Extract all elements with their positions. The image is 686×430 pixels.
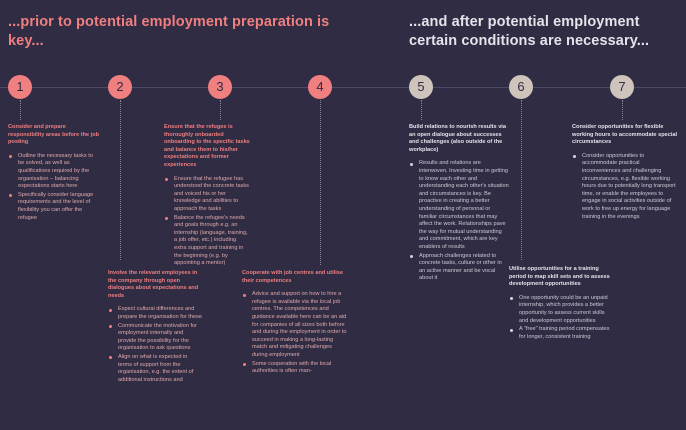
step-6-list bbox=[509, 295, 613, 342]
step-3-title: Ensure that the refugee is thoroughly onboarded onboarding to the specific tasks and balance them to his/her expectations and former experiences bbox=[164, 124, 250, 168]
step-7-block bbox=[572, 124, 678, 222]
step-1-block bbox=[8, 124, 100, 223]
step-7-title: Consider opportunities for flexible working hours to accommodate special circumstances bbox=[572, 124, 678, 146]
step-6-block bbox=[509, 266, 613, 342]
connector-1 bbox=[20, 100, 21, 120]
step-3-list bbox=[164, 176, 250, 268]
list-item: Specifically consider language requirements and the level of flexibility you can offer the refugee bbox=[8, 192, 100, 222]
list-item: Outline the necessary tasks to be solved, as well as qualifications required by the organisation – balancing expectations starts here bbox=[8, 153, 100, 191]
step-5-circle: 5 bbox=[409, 75, 433, 99]
timeline-line bbox=[0, 87, 686, 88]
list-item: Approach challenges related to concrete tasks, culture or other in an active manner and be vocal about it bbox=[409, 253, 509, 283]
step-7-list bbox=[572, 153, 678, 221]
connector-5 bbox=[421, 100, 422, 120]
step-1-title: Consider and prepare responsibility areas before the job posting bbox=[8, 124, 100, 146]
connector-3 bbox=[220, 100, 221, 120]
list-item: Expect cultural differences and prepare the organisation for these bbox=[108, 306, 202, 321]
step-2-circle: 2 bbox=[108, 75, 132, 99]
step-2-title: Involve the relevant employees in the company through open dialogues about expectations and needs bbox=[108, 270, 199, 299]
connector-4 bbox=[320, 100, 321, 265]
list-item: Balance the refugee's needs and goals through e.g. an internship (language, training, a job offer, etc.) including extra support and training in the beginning (e.g. by appointing a mentor) bbox=[164, 215, 250, 268]
step-1-list bbox=[8, 153, 100, 222]
heading-after-employment: ...and after potential employment certain conditions are necessary... bbox=[409, 14, 650, 49]
step-3-circle: 3 bbox=[208, 75, 232, 99]
list-item: One opportunity could be an unpaid internship, which provides a better opportunity to assess current skills and development opportunities bbox=[509, 295, 613, 325]
step-2-list bbox=[108, 306, 202, 384]
step-4-title: Cooperate with job centres and utilise their competences bbox=[242, 270, 344, 284]
connector-6 bbox=[521, 100, 522, 260]
step-4-block bbox=[242, 270, 348, 377]
list-item: Align on what is expected in terms of support from the organisation, e.g. the extent of additional instructions and bbox=[108, 354, 202, 384]
list-item: Results and relations are interwoven. Investing time in getting to know each other and understanding each other's situation and circumstances is key. Be proactive in creating a better understanding of personal or familiar circumstances that may affect the work. Relationships pave the way for mutual understanding and commitment, which are key enablers of results bbox=[409, 160, 509, 251]
connector-2 bbox=[120, 100, 121, 260]
connector-7 bbox=[622, 100, 623, 120]
step-6-title: Utilise opportunities for a training period to map skill sets and to assess development opportunities bbox=[509, 266, 610, 288]
step-2-block bbox=[108, 270, 202, 385]
list-item: A "free" training period compensates for longer, consistent training bbox=[509, 326, 613, 341]
step-4-list bbox=[242, 291, 348, 376]
list-item: Advice and support on how to hire a refugee is available via the local job centres. The competences and guidance available here can be an aid for companies of all sizes both before and during the employment in order to succeed in making a long-lasting match and mitigating challenges during employment bbox=[242, 291, 348, 359]
list-item: Communicate the motivation for employment internally and provide the possibility for the organisation to ask questions bbox=[108, 323, 202, 353]
list-item: Consider opportunities to accommodate practical inconveniences and challenging circumstances, e.g. flexible working hours due to potentially long transport time, or enable the employees to engage in social activities outside of work to free up energy for language training in the evenings bbox=[572, 153, 678, 221]
step-1-circle: 1 bbox=[8, 75, 32, 99]
step-5-list bbox=[409, 160, 509, 283]
step-5-block bbox=[409, 124, 509, 284]
step-7-circle: 7 bbox=[610, 75, 634, 99]
step-4-circle: 4 bbox=[308, 75, 332, 99]
step-6-circle: 6 bbox=[509, 75, 533, 99]
step-5-title: Build relations to nourish results via an open dialogue about successes and challenges (also outside of the workplace) bbox=[409, 124, 506, 153]
list-item: Ensure that the refugee has understood the concrete tasks and voiced his or her knowledge and abilities to approach the tasks bbox=[164, 176, 250, 214]
heading-prior-to-employment: ...prior to potential employment preparation is key... bbox=[8, 14, 330, 49]
step-3-block bbox=[164, 124, 250, 269]
list-item: Some cooperation with the local authorities is often man- bbox=[242, 361, 348, 376]
